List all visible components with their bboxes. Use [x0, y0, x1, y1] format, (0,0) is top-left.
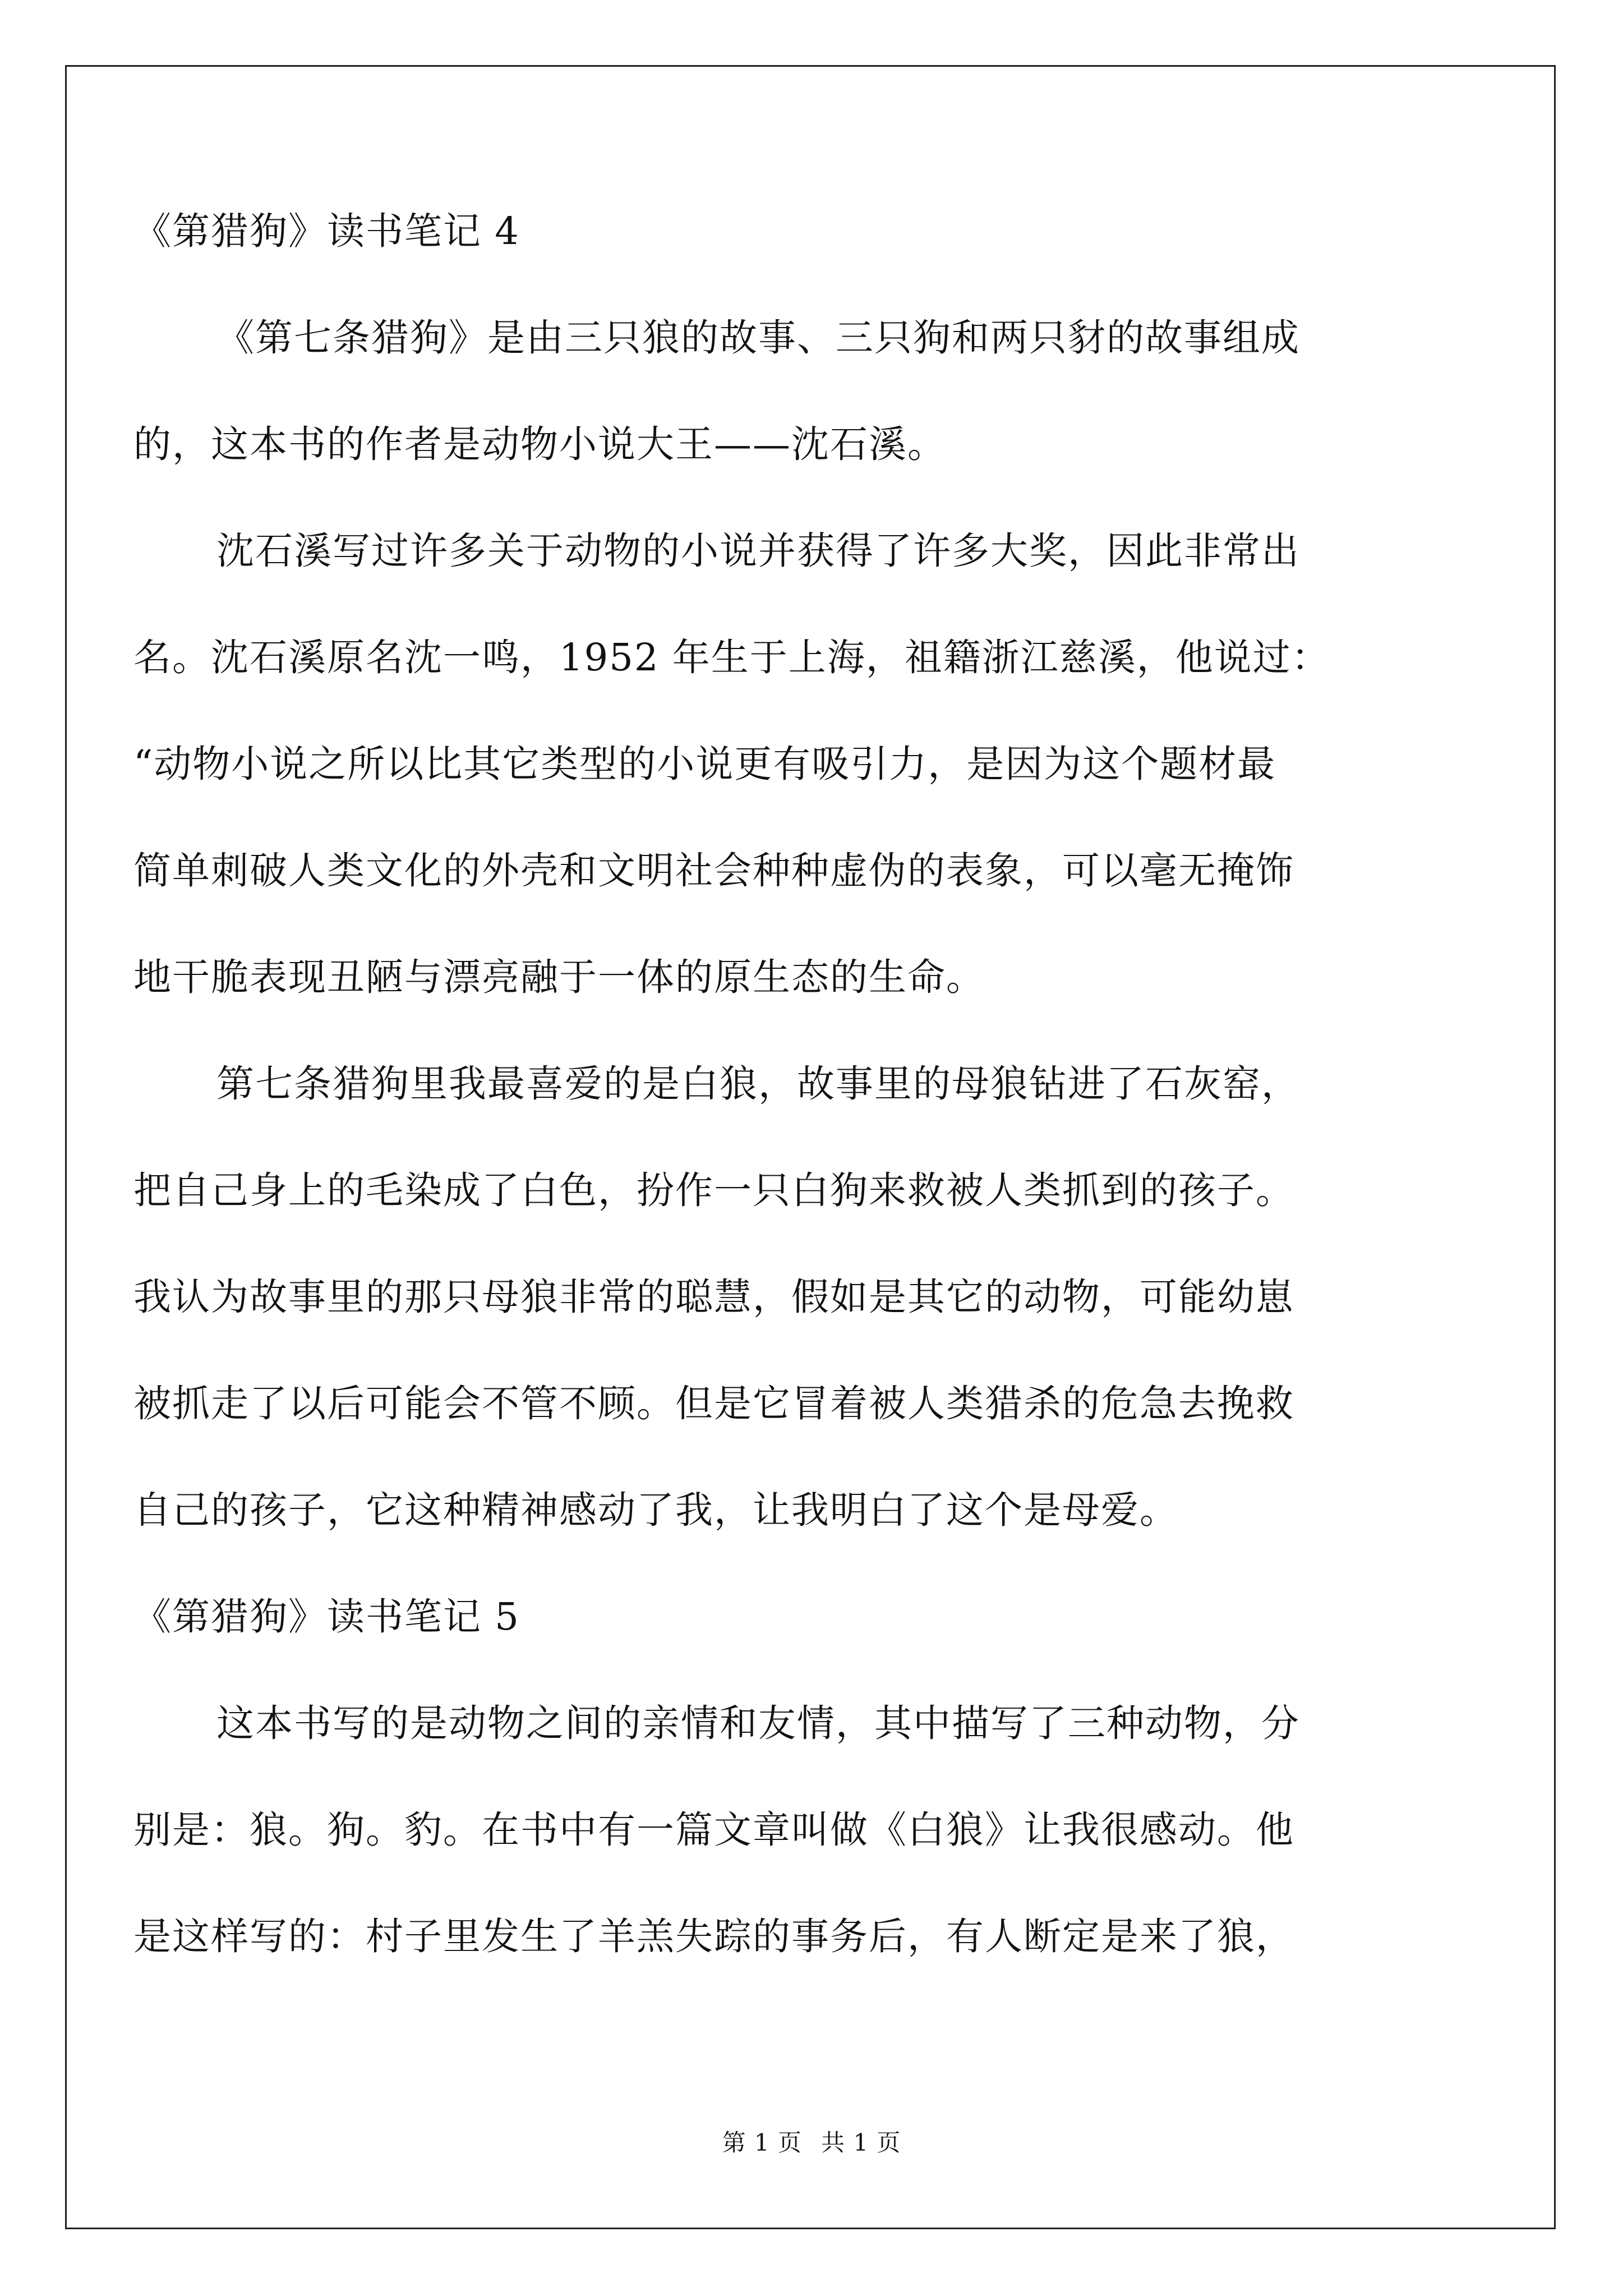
page-border: [65, 65, 1556, 2229]
paragraph-line: 这本书写的是动物之间的亲情和友情，其中描写了三种动物，分: [216, 1701, 1300, 1745]
paragraph-line: 简单刺破人类文化的外壳和文明社会种种虚伪的表象，可以毫无掩饰: [133, 849, 1294, 892]
paragraph-line: 把自己身上的毛染成了白色，扮作一只白狗来救被人类抓到的孩子。: [133, 1168, 1294, 1212]
paragraph-line: 被抓走了以后可能会不管不顾。但是它冒着被人类猎杀的危急去挽救: [133, 1382, 1294, 1425]
section-heading-4: 《第猎狗》读书笔记 4: [133, 209, 520, 253]
paragraph-line: 沈石溪写过许多关于动物的小说并获得了许多大奖，因此非常出: [216, 529, 1300, 573]
paragraph-line: “动物小说之所以比其它类型的小说更有吸引力，是因为这个题材最: [133, 742, 1276, 786]
paragraph-line: 别是：狼。狗。豹。在书中有一篇文章叫做《白狼》让我很感动。他: [133, 1808, 1294, 1852]
paragraph-line: 我认为故事里的那只母狼非常的聪慧，假如是其它的动物，可能幼崽: [133, 1275, 1294, 1319]
paragraph-line: 自己的孩子，它这种精神感动了我，让我明白了这个是母爱。: [133, 1488, 1178, 1532]
paragraph-line: 的，这本书的作者是动物小说大王——沈石溪。: [133, 422, 946, 466]
paragraph-line: 是这样写的：村子里发生了羊羔失踪的事务后，有人断定是来了狼，: [133, 1915, 1294, 1958]
paragraph-line: 地干脆表现丑陋与漂亮融于一体的原生态的生命。: [133, 955, 985, 999]
page-total: 共 1 页: [821, 2129, 901, 2156]
paragraph-line: 名。沈石溪原名沈一鸣，1952 年生于上海，祖籍浙江慈溪，他说过：: [133, 636, 1330, 679]
page-number: 第 1 页: [722, 2129, 802, 2156]
paragraph-line: 《第七条猎狗》是由三只狼的故事、三只狗和两只豺的故事组成: [216, 316, 1300, 360]
paragraph-line: 第七条猎狗里我最喜爱的是白狼，故事里的母狼钻进了石灰窑，: [216, 1062, 1300, 1106]
page-footer: [0, 2126, 1623, 2160]
section-heading-5: 《第猎狗》读书笔记 5: [133, 1595, 520, 1639]
